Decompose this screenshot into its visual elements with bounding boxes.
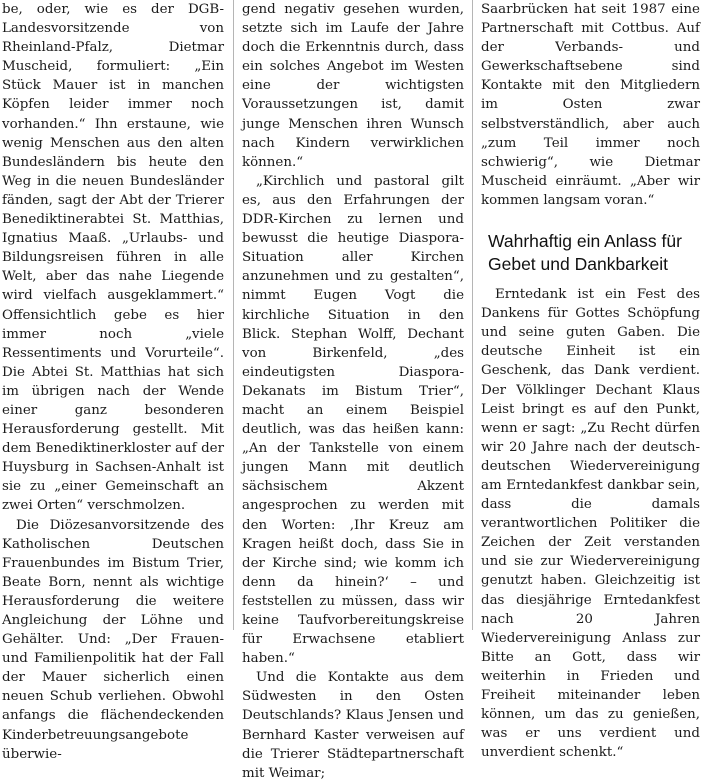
paragraph: Die Diözesanvorsitzende des Katholischen Deutschen Frauenbundes im Bistum Trier, Beate Born, nennt als wichtige Herausforderung die weitere Angleichung der Löhne und Gehälter. Und: „Der Frauen- und Familienpolitik hat der Fall der Mauer sicherlich einen neuen Schub verliehen. Obwohl anfangs die flächendeckenden Kinderbetreuungsangebote überwie- <box>2 517 224 762</box>
article-column-2 <box>242 0 464 781</box>
paragraph: Saarbrücken hat seit 1987 eine Partnerschaft mit Cottbus. Auf der Verbands- und Gewerkschaftsebene sind Kontakte mit den Mitgliedern im Osten zwar selbstverständlich, aber auch „zum Teil immer noch schwierig“, wie Dietmar Muscheid einräumt. „Aber wir kommen langsam voran.“ <box>481 2 700 208</box>
paragraph: Und die Kontakte aus dem Südwesten in den Osten Deutschlands? Klaus Jensen und Bernhard Kaster verweisen auf die Trierer Städtepartnerschaft mit Weimar; <box>242 670 464 781</box>
paragraph: be, oder, wie es der DGB-Landesvorsitzende von Rheinland-Pfalz, Dietmar Muscheid, formuliert: „Ein Stück Mauer ist in manchen Köpfen leider immer noch vorhanden.“ Ihn erstaune, wie wenig Menschen aus den alten Bundesländern bis heute den Weg in die neuen Bundesländer fänden, sagt der Abt der Trierer Benediktinerabtei St. Matthias, Ignatius Maaß. „Urlaubs- und Bildungsreisen führen in alle Welt, aber das nahe Liegende wird vielfach ausgeklammert.“ Offensichtlich gebe es hier immer noch „viele Ressentiments und Vorurteile“. Die Abtei St. Matthias hat sich im übrigen nach der Wende einer ganz besonderen Herausforderung gestellt. Mit dem Benediktinerkloster auf der Huysburg in Sachsen-Anhalt ist sie zu „einer Gemeinschaft an zwei Orten“ verschmolzen. <box>2 2 224 514</box>
article-column-3 <box>481 0 700 761</box>
paragraph: gend negativ gesehen wurden, setzte sich im Laufe der Jahre doch die Erkenntnis durch, dass ein solches Angebot im Westen eine der wichtigsten Voraussetzungen ist, damit junge Menschen ihren Wunsch nach Kindern verwirklichen können.“ <box>242 2 464 170</box>
paragraph: Erntedank ist ein Fest des Dankens für Gottes Schöpfung und seine guten Gaben. Die deutsche Einheit ist ein Geschenk, das Dank verdient. Der Völklinger Dechant Klaus Leist bringt es auf den Punkt, wenn er sagt: „Zu Recht dürfen wir 20 Jahre nach der deutsch-deutschen Wiedervereinigung am Erntedankfest dankbar sein, dass die damals verantwortlichen Politiker die Zeichen der Zeit verstanden und sie zur Wiedervereinigung genutzt haben. Gleichzeitig ist das diesjährige Erntedankfest nach 20 Jahren Wiedervereinigung Anlass zur Bitte an Gott, dass wir weiterhin in Frieden und Freiheit miteinander leben können, um das zu genießen, was er uns verdient und unverdient schenkt.“ <box>481 287 700 761</box>
column-divider <box>472 0 473 630</box>
article-column-1 <box>2 0 224 762</box>
column-divider <box>233 0 234 630</box>
paragraph: „Kirchlich und pastoral gilt es, aus den Erfahrungen der DDR-Kirchen zu lernen und bewusst die heutige Diaspora-Situation aller Kirchen anzunehmen und zu gestalten“, nimmt Eugen Vogt die kirchliche Situation in den Blick. Stephan Wolff, Dechant von Birkenfeld, „des eindeutigsten Diaspora-Dekanats im Bistum Trier“, macht an einem Beispiel deutlich, was das heißen kann: „An der Tankstelle von einem jungen Mann mit deutlich sächsischem Akzent angesprochen zu werden mit den Worten: ‚Ihr Kreuz am Kragen heißt doch, dass Sie in der Kirche sind; wie komm ich denn da hinein?‘ – und feststellen zu müssen, dass wir keine Taufvorbereitungskreise für Erwachsene etabliert haben.“ <box>242 173 464 667</box>
section-heading: Wahrhaftig ein Anlass für Gebet und Dankbarkeit <box>488 231 682 275</box>
